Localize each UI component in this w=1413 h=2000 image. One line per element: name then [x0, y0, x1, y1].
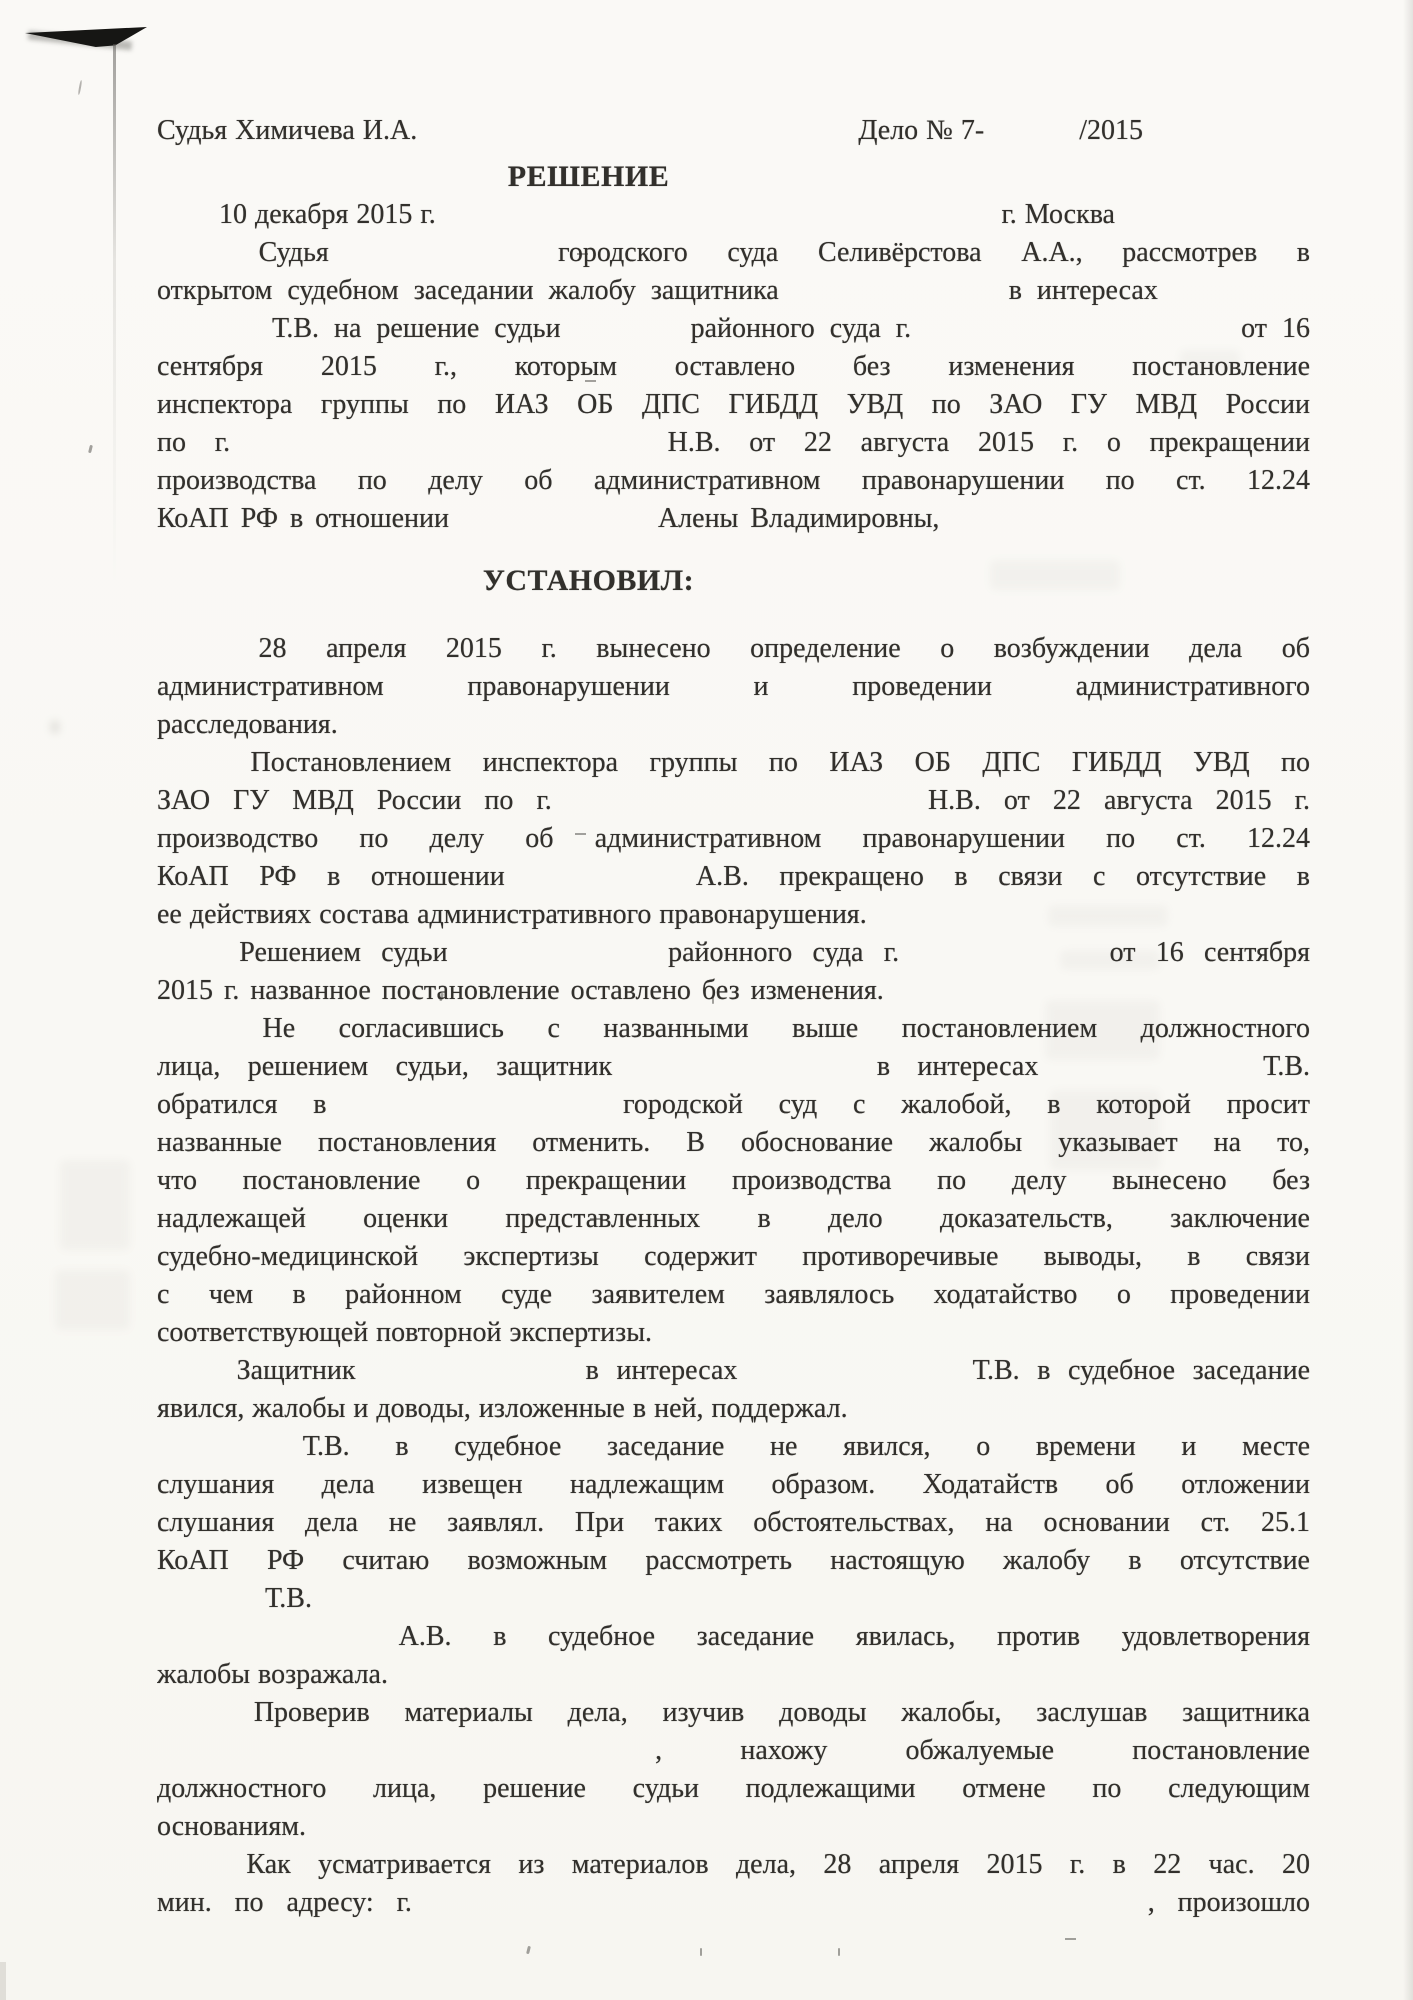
case-number-blank — [984, 137, 1079, 139]
text-segment: слушания дела не заявлял. При таких обстоятельствах, на основании ст. 25.1 — [157, 1507, 1310, 1538]
scan-artifact-speck — [88, 445, 93, 453]
case-number-suffix: /2015 — [1079, 115, 1143, 146]
text-line — [157, 668, 1310, 706]
case-number — [858, 112, 1143, 150]
text-line — [157, 462, 1310, 500]
text-line — [157, 1314, 1310, 1352]
text-segment: основаниям. — [157, 1811, 306, 1842]
scan-artifact-edge — [0, 1962, 6, 2000]
scan-artifact-speck — [526, 1946, 531, 1954]
text-segment: Как усматривается из материалов дела, 28 апреля 2015 г. в 22 час. 20 — [246, 1849, 1310, 1880]
text-line — [157, 1618, 1310, 1656]
text-segment: Т.В. в судебное заседание — [972, 1355, 1310, 1386]
text-segment: КоАП РФ в отношении — [157, 503, 449, 534]
text-line — [157, 1846, 1310, 1884]
scan-bleedthrough — [60, 1160, 130, 1250]
text-segment: от 16 — [1241, 313, 1310, 344]
text-segment: в интересах — [1008, 275, 1158, 306]
text-segment: городского суда Селивёрстова А.А., рассмотрев в — [558, 237, 1310, 268]
text-line — [157, 1884, 1310, 1922]
document-body — [157, 234, 1310, 1922]
text-line — [157, 1694, 1310, 1732]
text-line — [157, 706, 1310, 744]
text-line — [157, 1086, 1310, 1124]
section-heading-established: УСТАНОВИЛ: — [482, 564, 695, 597]
indent-gap — [157, 259, 219, 261]
title-text: РЕШЕНИЕ — [507, 160, 670, 193]
redaction-blank — [468, 959, 648, 961]
text-line — [157, 1048, 1310, 1086]
indent-gap — [157, 1643, 357, 1645]
text-segment: 28 апреля 2015 г. вынесено определение о возбуждении дела об — [258, 633, 1310, 664]
text-segment: КоАП РФ в отношении — [157, 861, 505, 892]
text-segment: Защитник — [236, 1355, 356, 1386]
text-line — [157, 744, 1310, 782]
text-segment: соответствующей повторной экспертизы. — [157, 1317, 653, 1348]
text-line — [157, 782, 1310, 820]
text-segment: производства по делу об административном правонарушении по ст. 12.24 — [157, 465, 1310, 496]
decision-date: 10 декабря 2015 г. — [219, 199, 436, 230]
text-segment: Проверив материалы дела, изучив доводы жалобы, заслушав защитника — [253, 1697, 1310, 1728]
text-segment: 2015 г. названное постановление оставлено без изменения. — [157, 975, 884, 1006]
text-line — [157, 310, 1310, 348]
text-line — [157, 1770, 1310, 1808]
text-segment: Решением судьи — [239, 937, 448, 968]
redaction-blank — [575, 807, 905, 809]
text-segment: названные постановления отменить. В обоснование жалобы указывает на то, — [157, 1127, 1310, 1158]
text-line — [157, 500, 1310, 538]
redaction-blank — [461, 525, 646, 527]
text-segment: по г. — [157, 427, 231, 458]
text-segment: явился, жалобы и доводы, изложенные в ней, поддержал. — [157, 1393, 848, 1424]
scan-artifact-dash — [1065, 1938, 1076, 1940]
indent-gap — [157, 1871, 219, 1873]
text-segment: жалобы возражала. — [157, 1659, 388, 1690]
text-segment: городской суд с жалобой, в которой просит — [623, 1089, 1310, 1120]
text-segment: Не согласившись с названными выше постановлением должностного — [262, 1013, 1310, 1044]
text-segment: от 16 сентября — [1109, 937, 1310, 968]
text-line — [157, 1428, 1310, 1466]
redaction-blank — [919, 959, 1089, 961]
text-line — [157, 1466, 1310, 1504]
text-segment: , нахожу обжалуемые постановление — [655, 1735, 1310, 1766]
document-content — [157, 112, 1310, 1922]
text-line — [157, 386, 1310, 424]
text-line — [157, 1276, 1310, 1314]
text-line — [157, 1390, 1310, 1428]
text-segment: производство по делу об административном правонарушении по ст. 12.24 — [157, 823, 1310, 854]
text-line — [157, 896, 1310, 934]
text-line — [157, 272, 1310, 310]
text-segment: Н.В. от 22 августа 2015 г. — [927, 785, 1310, 816]
redaction-blank — [362, 1111, 587, 1113]
text-segment: А.В. в судебное заседание явилась, против удовлетворения — [398, 1621, 1310, 1652]
text-line — [157, 1504, 1310, 1542]
text-line — [157, 1732, 1310, 1770]
scan-artifact-speck — [700, 1948, 702, 1956]
decision-city: г. Москва — [1001, 199, 1115, 230]
text-segment: А.В. прекращено в связи с отсутствие в — [695, 861, 1310, 892]
text-line — [157, 1808, 1310, 1846]
text-segment: открытом судебном заседании жалобу защитника — [157, 275, 779, 306]
text-segment: КоАП РФ считаю возможным рассмотреть настоящую жалобу в отсутствие — [157, 1545, 1310, 1576]
text-segment: сентября 2015 г., которым оставлено без изменения постановление — [157, 351, 1310, 382]
text-segment: лица, решением судьи, защитник — [157, 1051, 613, 1082]
document-header-row — [157, 112, 1310, 150]
text-segment: слушания дела извещен надлежащим образом. Ходатайств об отложении — [157, 1469, 1310, 1500]
redaction-blank — [368, 259, 518, 261]
indent-gap — [157, 769, 219, 771]
indent-gap — [157, 655, 219, 657]
text-segment: Алены Владимировны, — [657, 503, 940, 534]
text-line — [157, 1656, 1310, 1694]
text-line — [157, 630, 1310, 668]
text-line — [157, 1542, 1310, 1580]
document-title — [157, 158, 1310, 196]
text-line — [157, 1352, 1310, 1390]
text-segment: Т.В. — [265, 1583, 312, 1614]
text-line — [157, 820, 1310, 858]
scan-artifact-speck — [838, 1948, 840, 1956]
text-segment: должностного лица, решение судьи подлежащими отмене по следующим — [157, 1773, 1310, 1804]
indent-gap — [157, 335, 257, 337]
redaction-blank — [639, 1073, 849, 1075]
text-segment: в интересах — [876, 1051, 1039, 1082]
text-line — [157, 934, 1310, 972]
text-line — [157, 424, 1310, 462]
text-segment: расследования. — [157, 709, 338, 740]
text-line — [157, 1124, 1310, 1162]
text-line — [157, 1010, 1310, 1048]
text-segment: Н.В. от 22 августа 2015 г. о прекращении — [667, 427, 1310, 458]
text-segment: с чем в районном суде заявителем заявлялось ходатайство о проведении — [157, 1279, 1310, 1310]
judge-name: Судья Химичева И.А. — [157, 115, 418, 146]
text-segment: административном правонарушении и проведении административного — [157, 671, 1310, 702]
case-number-prefix: Дело № 7- — [858, 115, 985, 146]
redaction-blank — [259, 449, 639, 451]
text-segment: что постановление о прекращении производства по делу вынесено без — [157, 1165, 1310, 1196]
text-line — [157, 858, 1310, 896]
text-segment: Т.В. в судебное заседание не явился, о времени и месте — [302, 1431, 1310, 1462]
text-segment: районного суда г. — [690, 313, 912, 344]
text-segment: Судья — [258, 237, 329, 268]
indent-gap — [157, 1757, 577, 1759]
text-line — [157, 1200, 1310, 1238]
indent-gap — [157, 1719, 219, 1721]
redaction-blank — [1066, 1073, 1236, 1075]
scan-artifact-speck — [78, 80, 83, 95]
text-segment: Постановлением инспектора группы по ИАЗ ОБ ДПС ГИБДД УВД по — [250, 747, 1310, 778]
text-segment: судебно-медицинской экспертизы содержит противоречивые выводы, в связи — [157, 1241, 1310, 1272]
text-segment: Т.В. на решение судьи — [272, 313, 561, 344]
redaction-blank — [794, 297, 994, 299]
redaction-blank — [576, 335, 676, 337]
text-line — [157, 348, 1310, 386]
text-segment: инспектора группы по ИАЗ ОБ ДПС ГИБДД УВД по ЗАО ГУ МВД России — [157, 389, 1310, 420]
indent-gap — [157, 959, 219, 961]
text-segment: надлежащей оценки представленных в дело доказательств, заключение — [157, 1203, 1310, 1234]
text-segment: Т.В. — [1263, 1051, 1310, 1082]
indent-gap — [157, 1377, 219, 1379]
redaction-blank — [535, 883, 665, 885]
indent-gap — [157, 1035, 219, 1037]
redaction-blank — [435, 1909, 1125, 1911]
text-line — [157, 972, 1310, 1010]
date-city-row — [157, 196, 1310, 234]
scan-bleedthrough — [55, 1270, 130, 1330]
text-line — [157, 1238, 1310, 1276]
text-segment: мин. по адресу: г. — [157, 1887, 412, 1918]
text-segment: , произошло — [1147, 1887, 1310, 1918]
text-segment: обратился в — [157, 1089, 327, 1120]
redaction-blank — [755, 1377, 955, 1379]
text-segment: ее действиях состава административного правонарушения. — [157, 899, 867, 930]
text-segment: в интересах — [585, 1355, 738, 1386]
text-segment: районного суда г. — [668, 937, 900, 968]
scan-artifact-fold-streak — [113, 44, 116, 584]
indent-gap — [157, 1605, 257, 1607]
text-segment: ЗАО ГУ МВД России по г. — [157, 785, 552, 816]
scan-artifact-speck — [50, 720, 60, 734]
text-line — [157, 1162, 1310, 1200]
text-line — [157, 1580, 1310, 1618]
indent-gap — [157, 1453, 257, 1455]
text-line — [157, 234, 1310, 272]
redaction-blank — [926, 335, 1226, 337]
redaction-blank — [373, 1377, 568, 1379]
